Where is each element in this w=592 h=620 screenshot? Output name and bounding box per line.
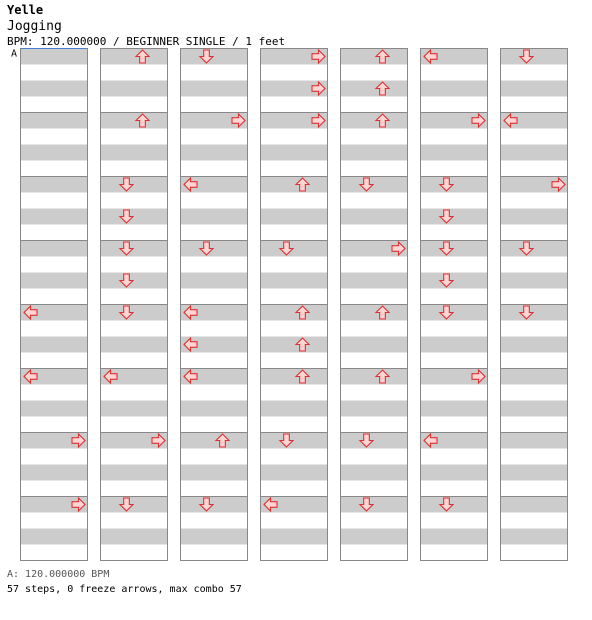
beat-stripe (181, 401, 248, 417)
beat-stripe (21, 209, 88, 225)
beat-stripe (421, 497, 488, 513)
beat-stripe (21, 81, 88, 97)
beat-stripe (341, 529, 408, 545)
beat-stripe (21, 177, 88, 193)
beat-stripe (261, 337, 328, 353)
beat-stripe (21, 529, 88, 545)
beat-stripe (501, 209, 568, 225)
step-stats: 57 steps, 0 freeze arrows, max combo 57 (7, 584, 242, 595)
beat-stripe (21, 337, 88, 353)
beat-stripe (261, 529, 328, 545)
beat-stripe (421, 209, 488, 225)
beat-stripe (501, 305, 568, 321)
beat-stripe (501, 273, 568, 289)
beat-stripe (421, 145, 488, 161)
beat-stripe (501, 241, 568, 257)
beat-stripe (261, 465, 328, 481)
beat-stripe (341, 433, 408, 449)
beat-stripe (261, 241, 328, 257)
beat-stripe (261, 273, 328, 289)
beat-stripe (21, 465, 88, 481)
beat-stripe (421, 273, 488, 289)
beat-stripe (181, 145, 248, 161)
beat-stripe (181, 81, 248, 97)
beat-stripe (101, 177, 168, 193)
beat-stripe (501, 401, 568, 417)
beat-stripe (501, 337, 568, 353)
beat-stripe (421, 401, 488, 417)
beat-stripe (21, 241, 88, 257)
beat-stripe (501, 49, 568, 65)
beat-stripe (261, 369, 328, 385)
bpm-marker-label: A (11, 48, 18, 60)
beat-stripe (21, 145, 88, 161)
beat-stripe (101, 81, 168, 97)
beat-stripe (101, 401, 168, 417)
beat-stripe (341, 401, 408, 417)
beat-stripe (421, 305, 488, 321)
beat-stripe (261, 433, 328, 449)
beat-stripe (21, 113, 88, 129)
beat-stripe (501, 465, 568, 481)
beat-stripe (341, 209, 408, 225)
beat-stripe (181, 241, 248, 257)
beat-stripe (341, 177, 408, 193)
chart-info: BPM: 120.000000 / BEGINNER SINGLE / 1 feet (7, 35, 286, 48)
beat-stripe (101, 305, 168, 321)
beat-stripe (101, 145, 168, 161)
beat-stripe (261, 305, 328, 321)
beat-stripe (181, 497, 248, 513)
beat-stripe (421, 529, 488, 545)
beat-stripe (341, 273, 408, 289)
beat-stripe (421, 465, 488, 481)
beat-stripe (181, 465, 248, 481)
beat-stripe (421, 177, 488, 193)
beat-stripe (21, 49, 88, 65)
beat-stripe (181, 49, 248, 65)
beat-stripe (21, 273, 88, 289)
song-artist: Yelle (7, 3, 44, 17)
beat-stripe (101, 49, 168, 65)
beat-stripe (261, 209, 328, 225)
beat-stripe (501, 369, 568, 385)
beat-stripe (341, 369, 408, 385)
beat-stripe (341, 49, 408, 65)
beat-stripe (501, 81, 568, 97)
beat-stripe (501, 433, 568, 449)
beat-stripe (101, 529, 168, 545)
beat-stripe (181, 273, 248, 289)
beat-stripe (101, 497, 168, 513)
beat-stripe (501, 497, 568, 513)
beat-stripe (101, 465, 168, 481)
beat-stripe (341, 81, 408, 97)
beat-stripe (501, 529, 568, 545)
beat-stripe (341, 465, 408, 481)
beat-stripe (181, 433, 248, 449)
beat-stripe (181, 529, 248, 545)
bpm-summary: A: 120.000000 BPM (7, 569, 110, 580)
beat-stripe (341, 145, 408, 161)
beat-stripe (261, 145, 328, 161)
beat-stripe (101, 241, 168, 257)
beat-stripe (101, 113, 168, 129)
beat-stripe (501, 145, 568, 161)
beat-stripe (261, 401, 328, 417)
beat-stripe (181, 209, 248, 225)
beat-stripe (341, 497, 408, 513)
beat-stripe (341, 113, 408, 129)
beat-stripe (101, 337, 168, 353)
song-title: Jogging (7, 19, 62, 34)
beat-stripe (101, 209, 168, 225)
beat-stripe (421, 337, 488, 353)
beat-stripe (21, 401, 88, 417)
beat-stripe (341, 337, 408, 353)
beat-stripe (421, 81, 488, 97)
beat-stripe (341, 305, 408, 321)
beat-stripe (421, 241, 488, 257)
beat-stripe (261, 177, 328, 193)
beat-stripe (101, 273, 168, 289)
